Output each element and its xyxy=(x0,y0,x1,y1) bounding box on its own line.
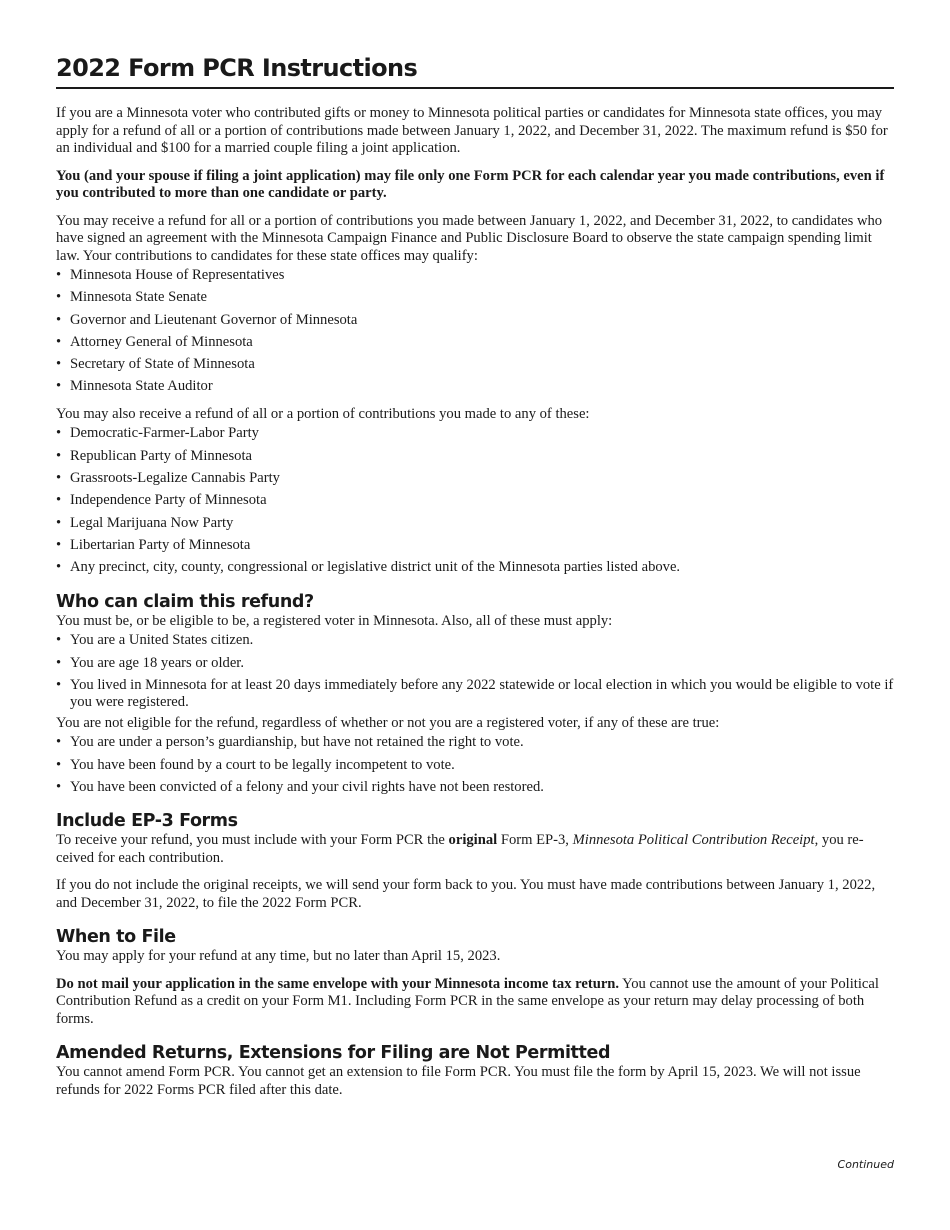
list-item: • Any precinct, city, county, congressional or legislative district unit of the Minnesota parties listed above. xyxy=(56,559,894,577)
list-item: • You lived in Minnesota for at least 20 days immediately before any 2022 statewide or local election in which you would be eligible to vote if you were registered. xyxy=(56,677,894,712)
list-item: • Libertarian Party of Minnesota xyxy=(56,537,894,555)
list-item: • Republican Party of Minnesota xyxy=(56,448,894,466)
ep3-text-mid: Form EP-3, xyxy=(497,832,573,849)
ep3-heading: Include EP-3 Forms xyxy=(56,811,238,832)
list-item: • Democratic-Farmer-Labor Party xyxy=(56,425,894,443)
list-item: • You have been convicted of a felony and your civil rights have not been restored. xyxy=(56,779,894,797)
list-item: • Minnesota State Auditor xyxy=(56,378,894,396)
list-item: • Minnesota State Senate xyxy=(56,289,894,307)
parties-list xyxy=(56,425,894,576)
requirements-list xyxy=(56,632,894,712)
one-form-notice-text: You (and your spouse if filing a joint application) may file only one Form PCR for each calendar year you made contributions, even if you contributed to more than one candidate or party. xyxy=(56,167,885,201)
list-item: • Minnesota House of Representatives xyxy=(56,267,894,285)
ep3-text-end: , you re-ceived for each contribution. xyxy=(56,832,864,866)
ep3-paragraph-1 xyxy=(56,832,894,867)
one-form-notice xyxy=(56,168,894,203)
when-paragraph-2 xyxy=(56,976,894,1029)
list-item: • Secretary of State of Minnesota xyxy=(56,356,894,374)
amended-heading: Amended Returns, Extensions for Filing are Not Permitted xyxy=(56,1043,611,1064)
list-item: • Attorney General of Minnesota xyxy=(56,334,894,352)
ep3-original-emphasis: original xyxy=(448,832,498,849)
when-paragraph-1: You may apply for your refund at any time, but no later than April 15, 2023. xyxy=(56,948,501,965)
list-item: • Governor and Lieutenant Governor of Minnesota xyxy=(56,312,894,330)
ep3-receipt-title: Minnesota Political Contribution Receipt xyxy=(572,832,815,849)
parties-paragraph: You may also receive a refund of all or a portion of contributions you made to any of these: xyxy=(56,405,590,422)
list-item: • You are under a person’s guardianship, but have not retained the right to vote. xyxy=(56,734,894,752)
not-eligible-intro: You are not eligible for the refund, regardless of whether or not you are a registered voter, if any of these are true: xyxy=(56,714,720,731)
list-item: • You are a United States citizen. xyxy=(56,632,894,650)
instructions-page xyxy=(56,53,894,1099)
amended-paragraph: You cannot amend Form PCR. You cannot get an extension to file Form PCR. You must file the form by April 15, 2023. We will not issue refunds for 2022 Forms PCR filed after this date. xyxy=(56,1064,861,1098)
candidates-paragraph: You may receive a refund for all or a portion of contributions you made between January 1, 2022, and December 31, 2022, to candidates who have signed an agreement with the Minnesota Campaign Finance and Public Disclosure Board to observe the state campaign spending limit law. Your contributions to candidates for these state offices may qualify: xyxy=(56,212,883,264)
who-heading: Who can claim this refund? xyxy=(56,591,314,612)
when-warning: Do not mail your application in the same envelope with your Minnesota income tax return. xyxy=(56,975,620,992)
who-intro: You must be, or be eligible to be, a registered voter in Minnesota. Also, all of these must apply: xyxy=(56,612,613,629)
when-warning-detail: You cannot use the amount of your Political Contribution Refund as a credit on your Form M1. Including Form PCR in the same envelope as your return may delay processing of both forms. xyxy=(56,975,879,1027)
list-item: • Legal Marijuana Now Party xyxy=(56,515,894,533)
when-heading: When to File xyxy=(56,927,176,948)
intro-paragraph: If you are a Minnesota voter who contributed gifts or money to Minnesota political parties or candidates for Minnesota state offices, you may apply for a refund of all or a portion of contributions made between January 1, 2022, and December 31, 2022. The maximum refund is $50 for an individual and $100 for a married couple filing a joint application. xyxy=(56,105,888,156)
page-title: 2022 Form PCR Instructions xyxy=(56,53,894,89)
offices-list xyxy=(56,267,894,396)
list-item: • You are age 18 years or older. xyxy=(56,655,894,673)
ep3-paragraph-2: If you do not include the original receipts, we will send your form back to you. You must have made contributions between January 1, 2022, and December 31, 2022, to file the 2022 Form PCR. xyxy=(56,877,876,911)
ep3-text-start: To receive your refund, you must include with your Form PCR the xyxy=(56,832,449,849)
list-item: • Independence Party of Minnesota xyxy=(56,492,894,510)
list-item: • Grassroots-Legalize Cannabis Party xyxy=(56,470,894,488)
not-eligible-list xyxy=(56,734,894,796)
list-item: • You have been found by a court to be legally incompetent to vote. xyxy=(56,757,894,775)
continued-label: Continued xyxy=(837,1158,894,1171)
